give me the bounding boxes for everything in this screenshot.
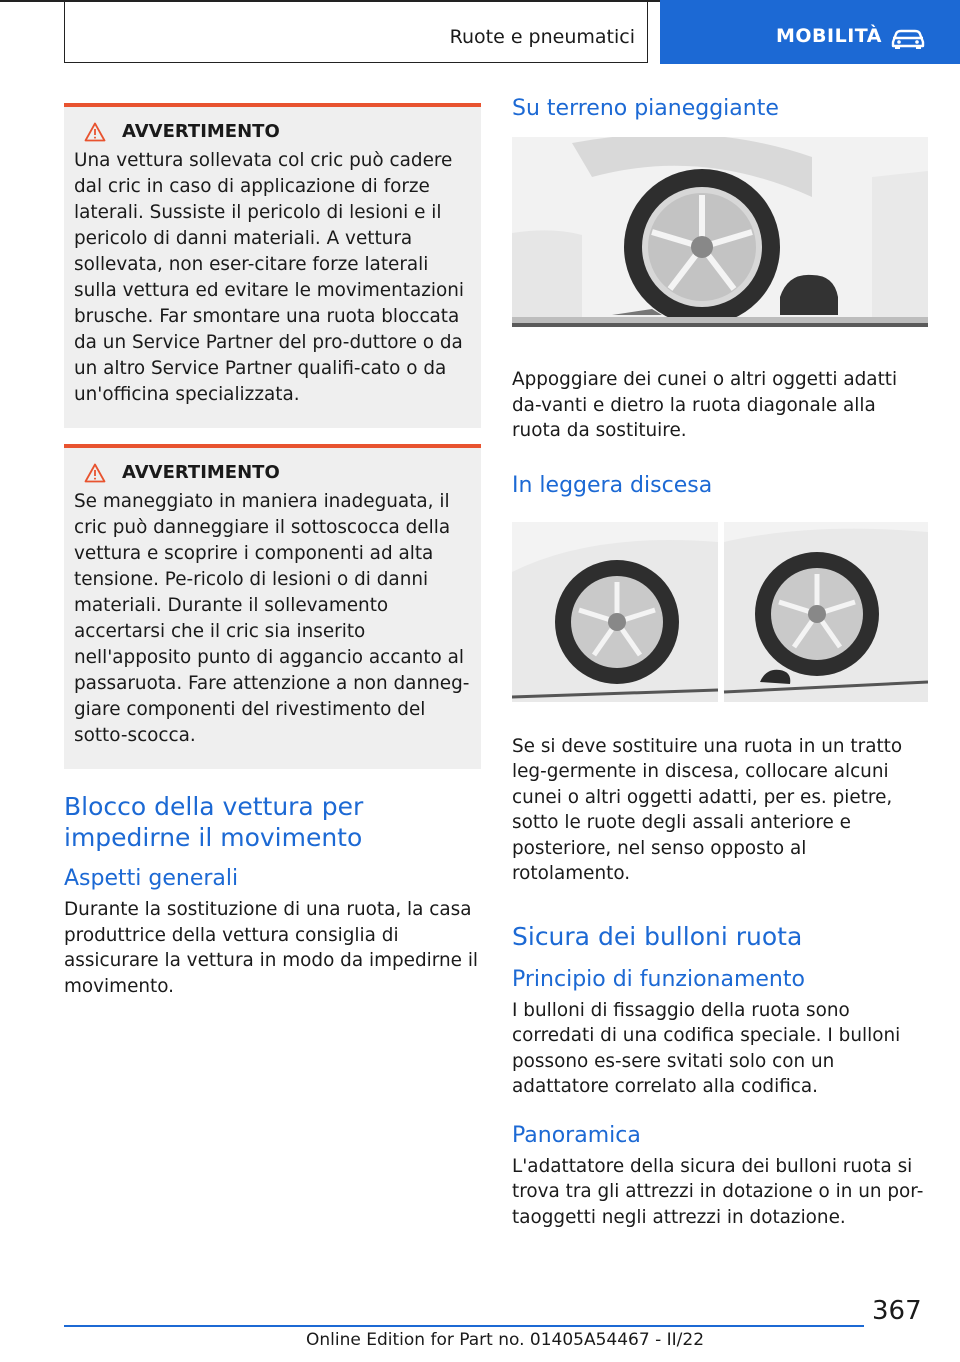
warning-title: AVVERTIMENTO [122,462,280,483]
header-chapter-tab[interactable] [660,0,960,64]
overview-paragraph: L'adattatore della sicura dei bulloni ruota si trova tra gli attrezzi in dotazione o in un por-taoggetti negli attrezzi in dotazione. [512,1155,924,1228]
warning-title-row [74,462,471,483]
page-number: 367 [872,1296,922,1326]
footer-rule [64,1325,864,1327]
section-heading-lock: Sicura dei bulloni ruota [512,921,803,951]
warning-title: AVVERTIMENTO [122,121,280,142]
slope-illustration [512,522,928,702]
left-column [64,103,481,999]
warning-triangle-icon [84,122,106,142]
body-paragraph: Durante la sostituzione di una ruota, la casa produttrice della vettura consiglia di assicurare la vettura in modo da impedirne il movimento. [64,899,479,997]
wheel-wedge-illustration [512,137,928,323]
warning-title-row [74,121,471,142]
subsection-heading-overview: Panoramica [512,1122,641,1148]
subsection-heading-principle: Principio di funzionamento [512,966,805,992]
right-column [512,95,928,1230]
warning-box-2 [64,444,481,769]
chapter-label: MOBILITÀ [776,25,882,47]
principle-paragraph: I bulloni di fissaggio della ruota sono corredati di una codifica speciale. I bulloni possono es-sere svitati solo con un adattatore correlato alla codifica. [512,999,901,1097]
header-section-title: Ruote e pneumatici [449,26,635,48]
slope-wheels-illustration [512,522,928,702]
section-heading: Blocco della vettura per impedirne il movimento [64,792,364,852]
flat-paragraph: Appoggiare dei cunei o altri oggetti adatti da-vanti e dietro la ruota diagonale alla ruota da sostituire. [512,369,898,441]
subsection-heading-slope: In leggera discesa [512,472,713,498]
flat-ground-illustration [512,137,928,327]
subsection-heading: Aspetti generali [64,866,239,891]
header-section-box [64,0,648,63]
warning-triangle-icon [84,463,106,483]
subsection-heading-flat: Su terreno pianeggiante [512,96,779,121]
warning-text: Una vettura sollevata col cric può cadere dal cric in caso di applicazione di forze laterali. Sussiste il pericolo di lesioni e il pericolo di danni materiali. A vettura sollevata, non eser-citare forze laterali sulla vettura ed evitare le movimentazioni brusche. Far smontare una ruota bloccata da un Service Partner del pro-duttore o da un altro Service Partner qualifi-cato o da un'officina specializzata. [74,150,465,405]
warning-box-1 [64,103,481,428]
car-icon [890,28,926,50]
slope-paragraph: Se si deve sostituire una ruota in un tratto leg-germente in discesa, collocare alcuni cunei o altri oggetti adatti, per es. pietre, sotto le ruote degli assali anteriore e posteriore, nel senso opposto al rotolamento. [512,735,903,884]
warning-text: Se maneggiato in maniera inadeguata, il cric può danneggiare il sottoscocca della vettura e scoprire i componenti ad alta tensione. Pe-ricolo di lesioni o di danni materiali. Durante il sollevamento accertarsi che il cric sia inserito nell'apposito punto di aggancio accanto al passaruota. Fare attenzione a non danneg-giare componenti del rivestimento del sotto-scocca. [74,491,470,746]
footer-edition: Online Edition for Part no. 01405A54467 - II/22 [306,1330,705,1350]
